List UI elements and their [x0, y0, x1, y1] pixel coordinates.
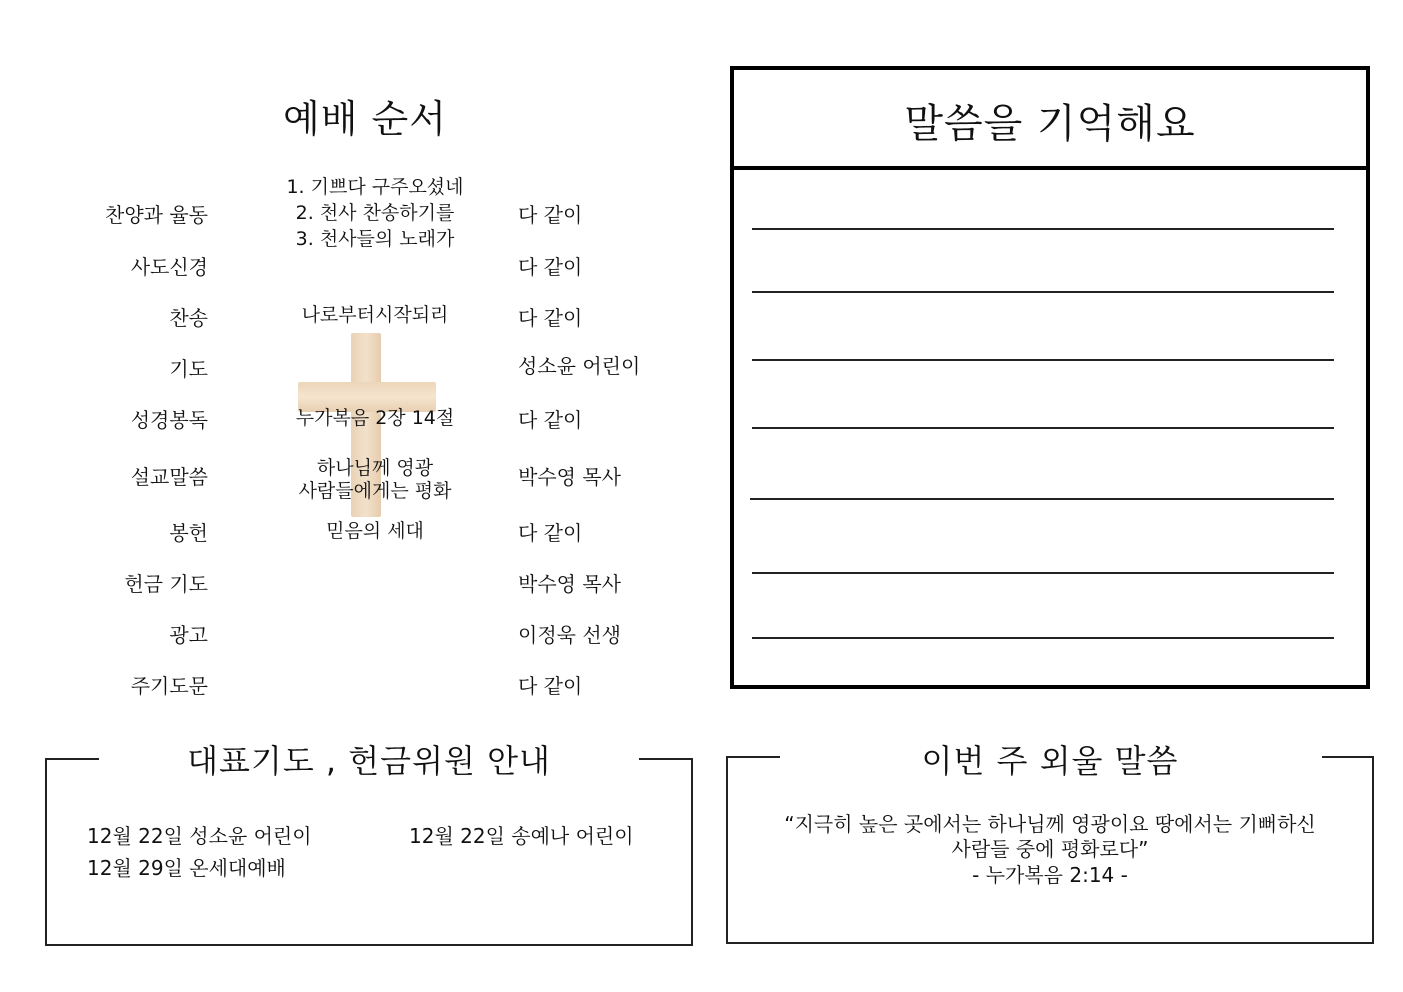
hymn-item: 2. 천사 찬송하기를 — [295, 202, 455, 224]
order-label: 찬송 — [169, 306, 208, 330]
duty-entry: 12월 29일 온세대예배 — [87, 856, 286, 880]
order-leader: 이정욱 선생 — [518, 623, 621, 647]
order-label: 봉헌 — [169, 521, 208, 545]
order-label: 설교말씀 — [130, 465, 208, 489]
hymn-item: 1. 기쁘다 구주오셨네 — [286, 176, 464, 198]
order-content: 사람들에게는 평화 — [298, 480, 452, 502]
writing-line — [752, 359, 1334, 361]
order-label: 기도 — [169, 357, 208, 381]
order-leader: 다 같이 — [518, 306, 583, 330]
memo-header — [734, 70, 1366, 170]
order-content: 나로부터시작되리 — [301, 304, 449, 326]
order-leader: 다 같이 — [518, 203, 583, 227]
order-leader: 다 같이 — [518, 674, 583, 698]
hymn-item: 3. 천사들의 노래가 — [295, 228, 455, 250]
hymn-list — [255, 174, 495, 252]
writing-line — [752, 572, 1334, 574]
verse-line: “지극히 높은 곳에서는 하나님께 영광이요 땅에서는 기뻐하신 — [784, 812, 1316, 836]
verse-line: 사람들 중에 평화로다” — [951, 837, 1149, 861]
duty-box — [45, 742, 693, 946]
order-label: 헌금 기도 — [124, 572, 208, 596]
duty-entry: 12월 22일 성소윤 어린이 — [87, 824, 312, 848]
order-label: 찬양과 율동 — [105, 203, 208, 227]
verse-title: 이번 주 외울 말씀 — [921, 742, 1179, 780]
writing-line — [752, 637, 1334, 639]
order-leader: 박수영 목사 — [518, 465, 621, 489]
order-leader: 박수영 목사 — [518, 572, 621, 596]
duty-entry: 12월 22일 송예나 어린이 — [409, 824, 634, 848]
order-content: 믿음의 세대 — [326, 520, 424, 542]
writing-line — [752, 228, 1334, 230]
order-leader: 다 같이 — [518, 521, 583, 545]
order-label: 사도신경 — [130, 255, 208, 279]
order-label: 광고 — [169, 623, 208, 647]
order-title: 예배 순서 — [283, 97, 447, 141]
verse-box — [726, 742, 1374, 944]
order-leader: 다 같이 — [518, 255, 583, 279]
duty-title: 대표기도 , 헌금위원 안내 — [187, 742, 551, 780]
memo-box — [730, 66, 1370, 689]
writing-line — [750, 498, 1334, 500]
verse-reference: - 누가복음 2:14 - — [972, 863, 1128, 887]
memo-title: 말씀을 기억해요 — [904, 101, 1196, 147]
order-leader: 성소윤 어린이 — [518, 354, 641, 378]
order-label: 주기도문 — [130, 674, 208, 698]
order-content: 누가복음 2장 14절 — [295, 407, 455, 429]
writing-line — [752, 291, 1334, 293]
writing-line — [752, 427, 1334, 429]
order-leader: 다 같이 — [518, 408, 583, 432]
order-label: 성경봉독 — [130, 408, 208, 432]
order-content: 하나님께 영광 — [316, 457, 434, 479]
